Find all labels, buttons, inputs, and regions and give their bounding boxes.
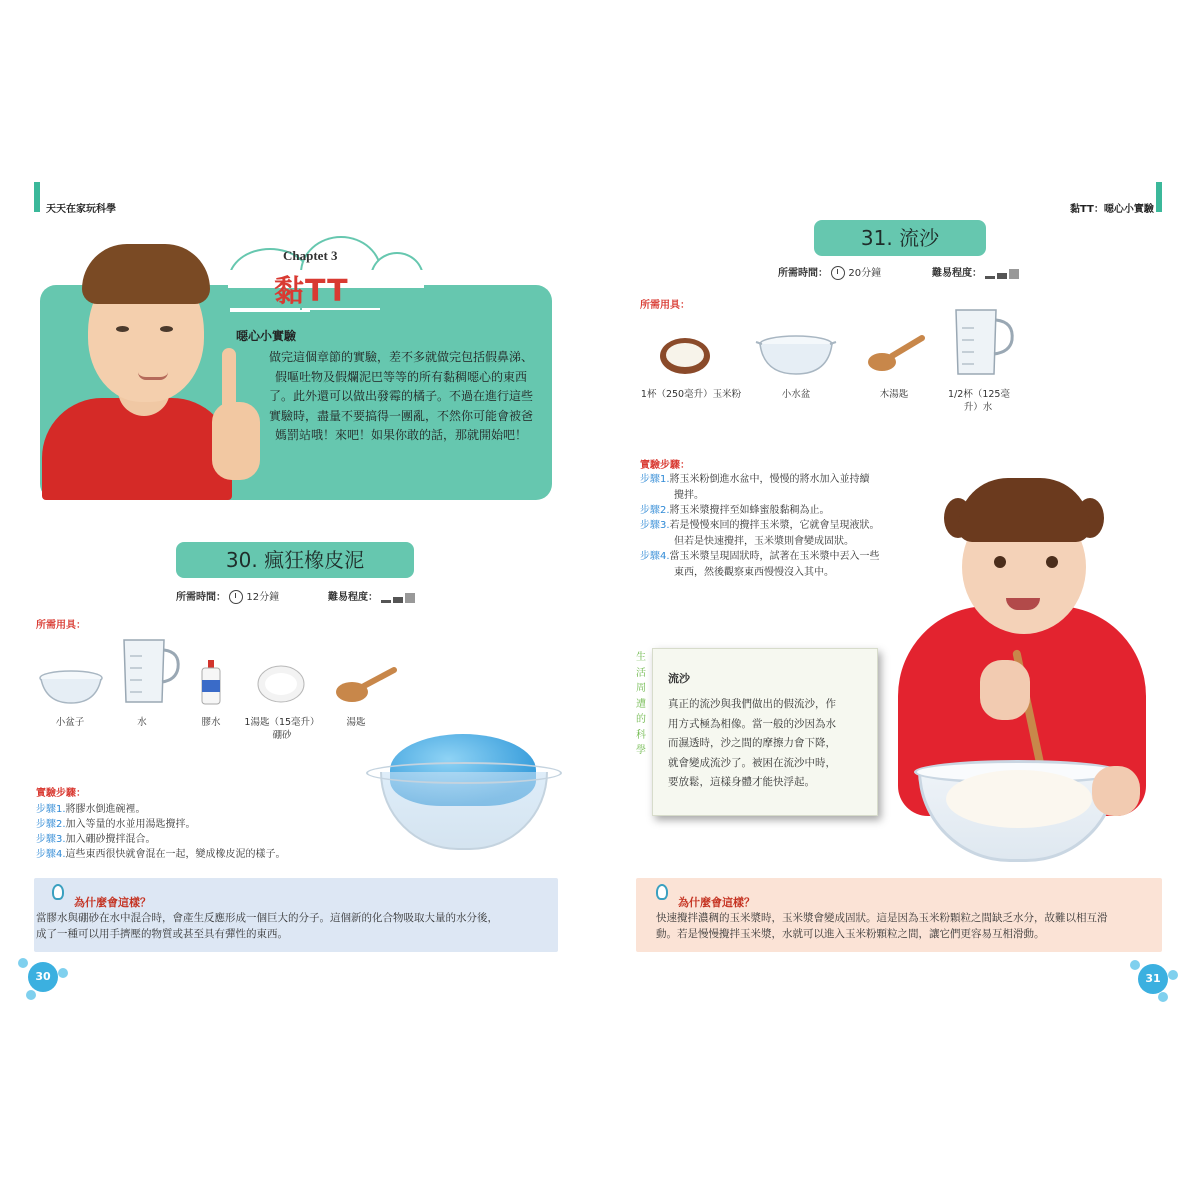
why-title: 為什麼會這樣？ <box>678 896 755 909</box>
molecule-icon <box>1168 970 1178 980</box>
chapter-title: 黏TT <box>274 274 349 309</box>
step-item: 步驟3.若是慢慢來回的攪拌玉米漿，它就會呈現液狀。 <box>640 520 880 531</box>
boy-eye <box>116 326 129 332</box>
girl-hand <box>1092 766 1140 816</box>
molecule-icon <box>1158 992 1168 1002</box>
left-header-bar <box>34 182 40 212</box>
right-header-bar <box>1156 182 1162 212</box>
side-box-vertical-label: 生活周遭的科學 <box>636 652 646 756</box>
chapter-label: Chaptet 3 <box>283 248 338 263</box>
boy-eye <box>160 326 173 332</box>
material-label: 1/2杯（125毫 <box>948 389 1010 400</box>
step-item: 東西，然後觀察東西慢慢沒入其中。 <box>674 567 834 578</box>
clock-icon <box>831 266 845 280</box>
material-label: 小水盆 <box>781 389 811 400</box>
material-label: 小盆子 <box>55 717 85 728</box>
experiment-31-time <box>778 264 881 280</box>
chapter-paragraph: 做完這個章節的實驗，差不多就做完包括假鼻涕、假嘔吐物及假爛泥巴等等的所有黏稠噁心的東西了。此外還可以做出發霉的橘子。不過在進行這些實驗時，盡量不要搞得一團亂，不然你可能會被爸媽罰站哦！來吧！如果你敢的話，那就開始吧！ <box>268 350 533 442</box>
boy-mouth <box>138 372 168 380</box>
step-item: 步驟1.將膠水倒進碗裡。 <box>36 804 146 815</box>
time-label: 所需時間： <box>778 268 828 279</box>
material-label: 硼砂 <box>272 730 292 741</box>
difficulty-bars-icon <box>381 591 417 603</box>
girl-hair <box>958 478 1090 542</box>
material-label: 膠水 <box>201 717 221 728</box>
material-label: 湯匙 <box>346 717 366 728</box>
glass-bowl-rim <box>366 762 562 784</box>
boy-hand <box>212 402 260 480</box>
step-item: 步驟2.將玉米漿攪拌至如蜂蜜般黏稠為止。 <box>640 505 830 516</box>
step-item: 步驟1.將玉米粉倒進水盆中，慢慢的將水加入並持續 <box>640 474 870 485</box>
step-item: 步驟3.加入硼砂攪拌混合。 <box>36 834 156 845</box>
molecule-icon <box>18 958 28 968</box>
step-item: 步驟4.當玉米漿呈現固狀時，試著在玉米漿中丟入一些 <box>640 551 880 562</box>
materials-label: 所需用具： <box>36 620 86 631</box>
left-header-title: 天天在家玩科學 <box>46 204 116 215</box>
molecule-icon <box>1130 960 1140 970</box>
molecule-icon <box>58 968 68 978</box>
chapter-heading: 噁心小實驗 <box>236 329 297 343</box>
difficulty-bars-icon <box>985 267 1021 279</box>
girl-eye <box>1046 556 1058 568</box>
lightbulb-icon <box>52 884 64 900</box>
molecule-icon <box>26 990 36 1000</box>
right-header-title: 黏TT：噁心小實驗 <box>1070 204 1154 215</box>
step-item: 攪拌。 <box>674 490 704 501</box>
material-label: 水 <box>137 717 147 728</box>
material-label: 木湯匙 <box>879 389 909 400</box>
material-label: 1杯（250毫升）玉米粉 <box>640 389 742 400</box>
time-label: 所需時間： <box>176 592 226 603</box>
page-number: 30 <box>28 962 58 992</box>
experiment-31-difficulty <box>932 264 1021 279</box>
why-title: 為什麼會這樣？ <box>74 896 151 909</box>
steps-label: 實驗步驟： <box>640 460 690 471</box>
why-text: 當膠水與硼砂在水中混合時，會產生反應形成一個巨大的分子。這個新的化合物吸取大量的水分後， 成了一種可以用手擠壓的物質或甚至具有彈性的東西。 <box>36 912 498 940</box>
difficulty-label: 難易程度： <box>328 592 378 603</box>
material-label: 升）水 <box>963 402 993 413</box>
material-label: 1湯匙（15毫升） <box>244 717 320 728</box>
clock-icon <box>229 590 243 604</box>
lightbulb-icon <box>656 884 668 900</box>
experiment-30-difficulty <box>328 588 417 603</box>
step-item: 但若是快速攪拌，玉米漿則會變成固狀。 <box>674 536 854 547</box>
girl-hand <box>980 660 1030 720</box>
cornstarch-mixture <box>946 770 1092 828</box>
experiment-30-time <box>176 588 279 604</box>
boy-hair <box>82 244 210 304</box>
step-item: 步驟4.這些東西很快就會混在一起，變成橡皮泥的樣子。 <box>36 849 286 860</box>
girl-eye <box>994 556 1006 568</box>
step-item: 步驟2.加入等量的水並用湯匙攪拌。 <box>36 819 196 830</box>
steps-label: 實驗步驟： <box>36 788 86 799</box>
experiment-31-title: 31. 流沙 <box>814 220 986 256</box>
experiment-30-title: 30. 瘋狂橡皮泥 <box>176 542 414 578</box>
why-text: 快速攪拌濃稠的玉米漿時，玉米漿會變成固狀。這是因為玉米粉顆粒之間缺乏水分，故難以相互滑 動。若是慢慢攪拌玉米漿，水就可以進入玉米粉顆粒之間，讓它們更容易互相滑動。 <box>656 912 1108 940</box>
difficulty-label: 難易程度： <box>932 268 982 279</box>
side-box-title: 流沙 <box>668 672 690 685</box>
page-number: 31 <box>1138 964 1168 994</box>
time-value: 12分鐘 <box>246 592 280 603</box>
side-box-text: 真正的流沙與我們做出的假流沙，作 用方式極為相像。當一般的沙因為水 而濕透時，沙之間的摩擦力會下降， 就會變成流沙了。被困在流沙中時， 要放鬆，這樣身體才能快浮起。 <box>668 698 836 788</box>
materials-label: 所需用具： <box>640 300 690 311</box>
time-value: 20分鐘 <box>848 268 882 279</box>
